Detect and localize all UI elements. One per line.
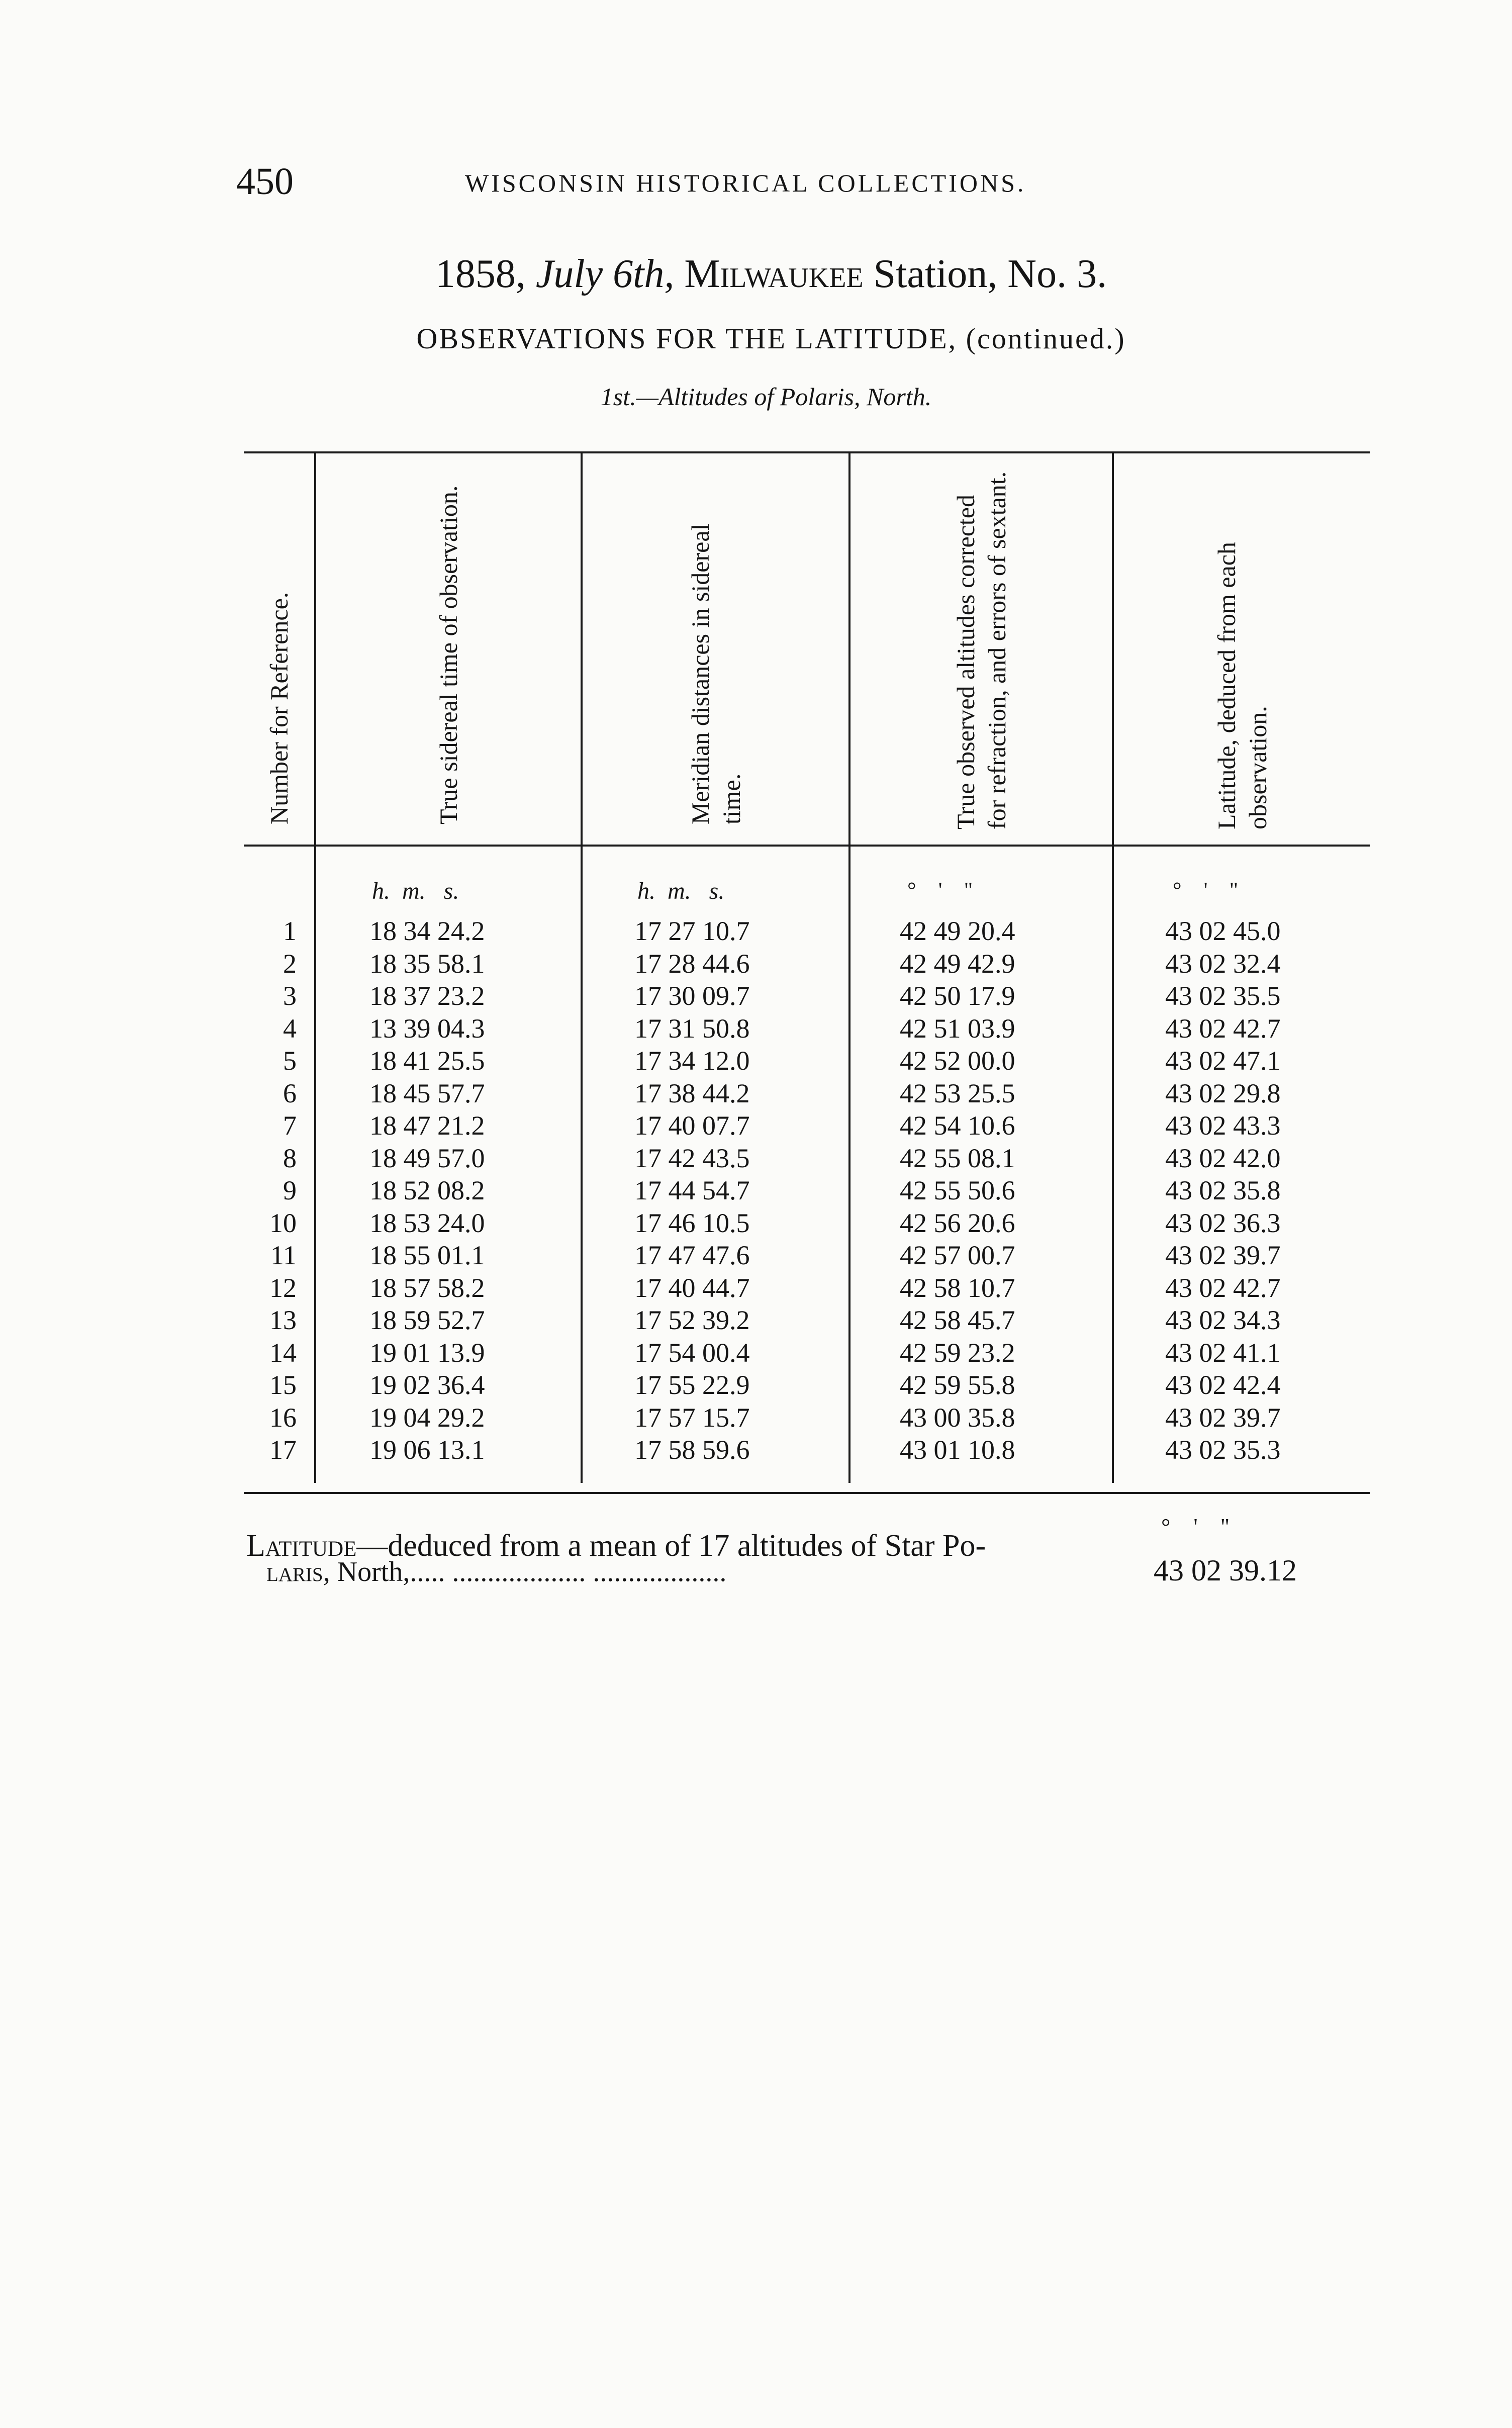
- table-cell-altitude: 42 49 42.9: [900, 948, 1015, 979]
- table-cell-meridian: 17 44 54.7: [634, 1175, 750, 1205]
- table-cell-latitude: 43 02 39.7: [1165, 1240, 1281, 1270]
- table-cell-n: 1: [283, 916, 297, 946]
- table-cell-latitude: 43 02 47.1: [1165, 1046, 1281, 1076]
- footer-mean-latitude: 43 02 39.12: [1154, 1554, 1297, 1587]
- table-cell-latitude: 43 02 36.3: [1165, 1207, 1281, 1238]
- table-cell-sidereal: 19 02 36.4: [369, 1370, 485, 1400]
- table-cell-n: 15: [269, 1370, 297, 1400]
- table-cell-n: 3: [283, 981, 297, 1011]
- table-cell-altitude: 42 55 08.1: [900, 1143, 1015, 1173]
- table-cell-sidereal: 18 47 21.2: [369, 1110, 485, 1141]
- table-cell-meridian: 17 34 12.0: [634, 1046, 750, 1076]
- table-cell-altitude: 43 00 35.8: [900, 1402, 1015, 1433]
- footer-text: —deduced from a mean of 17 altitudes of Star Po-: [356, 1529, 986, 1563]
- table-cell-n: 14: [269, 1337, 297, 1368]
- table-bottom-rule: [244, 1492, 1370, 1494]
- table-cell-latitude: 43 02 35.8: [1165, 1175, 1281, 1205]
- table-cell-sidereal: 18 49 57.0: [369, 1143, 485, 1173]
- table-cell-latitude: 43 02 34.3: [1165, 1305, 1281, 1335]
- table-cell-n: 12: [269, 1272, 297, 1303]
- table-cell-n: 17: [269, 1435, 297, 1465]
- column-sidereal: [369, 915, 485, 1466]
- table-cell-sidereal: 18 59 52.7: [369, 1305, 485, 1335]
- table-cell-sidereal: 19 04 29.2: [369, 1402, 485, 1433]
- table-cell-latitude: 43 02 42.7: [1165, 1013, 1281, 1044]
- units-latitude: ° ' '': [1173, 878, 1238, 902]
- table-cell-n: 9: [283, 1175, 297, 1205]
- table-cell-latitude: 43 02 43.3: [1165, 1110, 1281, 1141]
- units-meridian: h. m. s.: [637, 878, 725, 904]
- table-cell-meridian: 17 28 44.6: [634, 948, 750, 979]
- title-place: Milwaukee: [684, 252, 864, 296]
- table-cell-latitude: 43 02 35.5: [1165, 981, 1281, 1011]
- table-cell-n: 13: [269, 1305, 297, 1335]
- column-number: [241, 915, 297, 1466]
- column-header-sidereal: True sidereal time of observation.: [434, 485, 462, 824]
- footer-lead: Latitude: [246, 1529, 357, 1563]
- table-cell-altitude: 42 54 10.6: [900, 1110, 1015, 1141]
- table-cell-n: 11: [270, 1240, 297, 1270]
- footer-units: ° ' '': [1161, 1514, 1230, 1539]
- table-cell-latitude: 43 02 35.3: [1165, 1435, 1281, 1465]
- table-cell-altitude: 42 56 20.6: [900, 1207, 1015, 1238]
- table-cell-altitude: 42 59 23.2: [900, 1337, 1015, 1368]
- table-cell-sidereal: 18 55 01.1: [369, 1240, 485, 1270]
- section-subtitle: OBSERVATIONS FOR THE LATITUDE, (continued.): [416, 322, 1126, 355]
- table-cell-meridian: 17 42 43.5: [634, 1143, 750, 1173]
- column-altitude: [900, 915, 1015, 1466]
- column-header-altitude: True observed altitudes corrected for refraction, and errors of sextant.: [952, 471, 1011, 829]
- column-latitude: [1165, 915, 1281, 1466]
- title-year: 1858,: [435, 252, 526, 296]
- units-altitude: ° ' '': [907, 878, 973, 902]
- table-cell-meridian: 17 52 39.2: [634, 1305, 750, 1335]
- table-cell-meridian: 17 38 44.2: [634, 1078, 750, 1108]
- column-header-latitude: Latitude, deduced from each observation.: [1212, 542, 1272, 829]
- table-cell-altitude: 42 57 00.7: [900, 1240, 1015, 1270]
- table-cell-n: 7: [283, 1110, 297, 1141]
- table-cell-sidereal: 18 52 08.2: [369, 1175, 485, 1205]
- table-cell-altitude: 42 55 50.6: [900, 1175, 1015, 1205]
- table-cell-n: 8: [283, 1143, 297, 1173]
- table-cell-sidereal: 18 37 23.2: [369, 981, 485, 1011]
- table-cell-meridian: 17 27 10.7: [634, 916, 750, 946]
- table-cell-meridian: 17 55 22.9: [634, 1370, 750, 1400]
- table-cell-sidereal: 18 34 24.2: [369, 916, 485, 946]
- table-cell-meridian: 17 31 50.8: [634, 1013, 750, 1044]
- table-cell-sidereal: 18 41 25.5: [369, 1046, 485, 1076]
- column-header-meridian: Meridian distances in sidereal time.: [686, 523, 745, 824]
- table-cell-meridian: 17 47 47.6: [634, 1240, 750, 1270]
- table-cell-sidereal: 19 01 13.9: [369, 1337, 485, 1368]
- table-cell-sidereal: 18 57 58.2: [369, 1272, 485, 1303]
- table-cell-n: 10: [269, 1207, 297, 1238]
- table-caption: 1st.—Altitudes of Polaris, North.: [600, 383, 932, 411]
- footer-text-2: , North,..... ................... ...................: [323, 1556, 727, 1587]
- units-sidereal: h. m. s.: [372, 878, 459, 904]
- table-cell-meridian: 17 46 10.5: [634, 1207, 750, 1238]
- table-cell-sidereal: 13 39 04.3: [369, 1013, 485, 1044]
- running-head: WISCONSIN HISTORICAL COLLECTIONS.: [465, 169, 1026, 197]
- table-cell-altitude: 42 51 03.9: [900, 1013, 1015, 1044]
- table-cell-latitude: 43 02 42.0: [1165, 1143, 1281, 1173]
- table-cell-altitude: 42 58 10.7: [900, 1272, 1015, 1303]
- table-cell-meridian: 17 57 15.7: [634, 1402, 750, 1433]
- table-cell-meridian: 17 58 59.6: [634, 1435, 750, 1465]
- table-cell-meridian: 17 40 44.7: [634, 1272, 750, 1303]
- table-cell-latitude: 43 02 45.0: [1165, 916, 1281, 946]
- footer-line-2: [266, 1556, 726, 1588]
- table-cell-latitude: 43 02 41.1: [1165, 1337, 1281, 1368]
- table-cell-meridian: 17 40 07.7: [634, 1110, 750, 1141]
- table-cell-n: 4: [283, 1013, 297, 1044]
- table-cell-altitude: 42 59 55.8: [900, 1370, 1015, 1400]
- title-station: Station, No. 3.: [873, 252, 1107, 296]
- table-cell-sidereal: 18 35 58.1: [369, 948, 485, 979]
- table-cell-latitude: 43 02 42.7: [1165, 1272, 1281, 1303]
- table-cell-latitude: 43 02 29.8: [1165, 1078, 1281, 1108]
- table-cell-altitude: 42 49 20.4: [900, 916, 1015, 946]
- table-cell-latitude: 43 02 39.7: [1165, 1402, 1281, 1433]
- table-cell-meridian: 17 30 09.7: [634, 981, 750, 1011]
- column-header-number: Number for Reference.: [265, 592, 293, 824]
- column-meridian: [634, 915, 750, 1466]
- table-cell-altitude: 42 50 17.9: [900, 981, 1015, 1011]
- title-date: July 6th,: [535, 252, 675, 296]
- table-cell-altitude: 42 58 45.7: [900, 1305, 1015, 1335]
- table-cell-n: 5: [283, 1046, 297, 1076]
- table-cell-altitude: 43 01 10.8: [900, 1435, 1015, 1465]
- page-title: [0, 251, 1512, 297]
- table-cell-n: 16: [269, 1402, 297, 1433]
- table-cell-sidereal: 19 06 13.1: [369, 1435, 485, 1465]
- table-cell-altitude: 42 52 00.0: [900, 1046, 1015, 1076]
- table-cell-sidereal: 18 53 24.0: [369, 1207, 485, 1238]
- table-header-rule: [244, 845, 1370, 847]
- table-cell-sidereal: 18 45 57.7: [369, 1078, 485, 1108]
- table-cell-n: 2: [283, 948, 297, 979]
- table-cell-n: 6: [283, 1078, 297, 1108]
- table-cell-latitude: 43 02 42.4: [1165, 1370, 1281, 1400]
- table-cell-meridian: 17 54 00.4: [634, 1337, 750, 1368]
- footer-lead-2: laris: [266, 1556, 323, 1587]
- page-number: 450: [236, 160, 294, 203]
- table-cell-altitude: 42 53 25.5: [900, 1078, 1015, 1108]
- table-cell-latitude: 43 02 32.4: [1165, 948, 1281, 979]
